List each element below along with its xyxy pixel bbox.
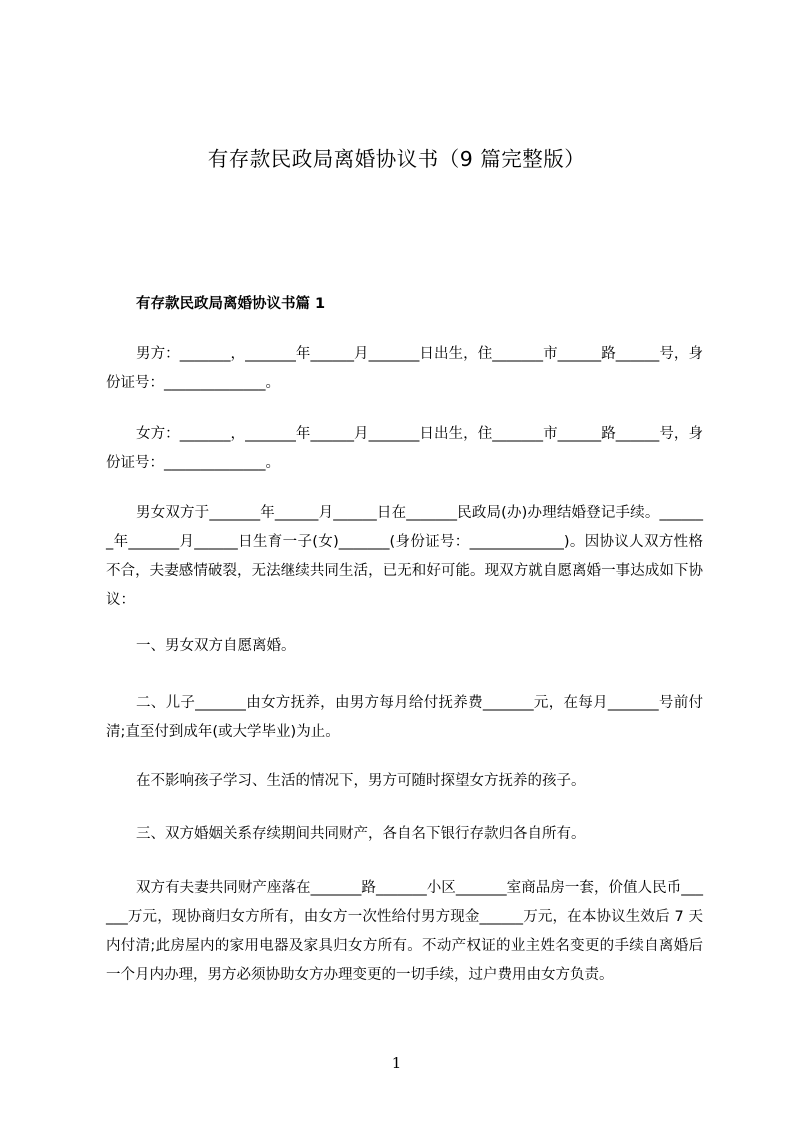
document-title: 有存款民政局离婚协议书（9 篇完整版） (207, 147, 586, 171)
paragraph-male-party: 男方：_______，_______年______月_______日出生，住_______市______路______号，身份证号：______________。 (106, 346, 703, 391)
paragraph-clause-1: 一、男女双方自愿离婚。 (136, 638, 296, 654)
paragraph-clause-2: 二、儿子_______由女方抚养，由男方每月给付抚养费_______元，在每月_______号前付清;直至付到成年(或大学毕业)为止。 (106, 695, 703, 740)
paragraph-visitation: 在不影响孩子学习、生活的情况下，男方可随时探望女方抚养的孩子。 (136, 773, 586, 789)
section-heading: 有存款民政局离婚协议书篇 1 (136, 296, 326, 312)
paragraph-clause-3: 三、双方婚姻关系存续期间共同财产，各自名下银行存款归各自所有。 (136, 826, 586, 842)
page-number: 1 (391, 1054, 402, 1072)
paragraph-marriage-info: 男女双方于_______年______月______日在_______民政局(办)办理结婚登记手续。_______年_______月______日生育一子(女)_______(身份证号：_____________)。因协议人双方性格不合，夫妻感情破裂，无法继续共同生活，已无和好可能。现双方就自愿离婚一事达成如下协议： (106, 505, 703, 608)
paragraph-female-party: 女方：_______，_______年______月_______日出生，住_______市______路______号，身份证号：______________。 (106, 426, 703, 471)
paragraph-property: 双方有夫妻共同财产座落在_______路_______小区_______室商品房一套，价值人民币______万元，现协商归女方所有，由女方一次性给付男方现金______万元，在本协议生效后 7 天内付清;此房屋内的家用电器及家具归女方所有。不动产权证的业主姓名变更的手续自离婚后一个月内办理，男方必须协助女方办理变更的一切手续，过户费用由女方负责。 (106, 880, 703, 983)
